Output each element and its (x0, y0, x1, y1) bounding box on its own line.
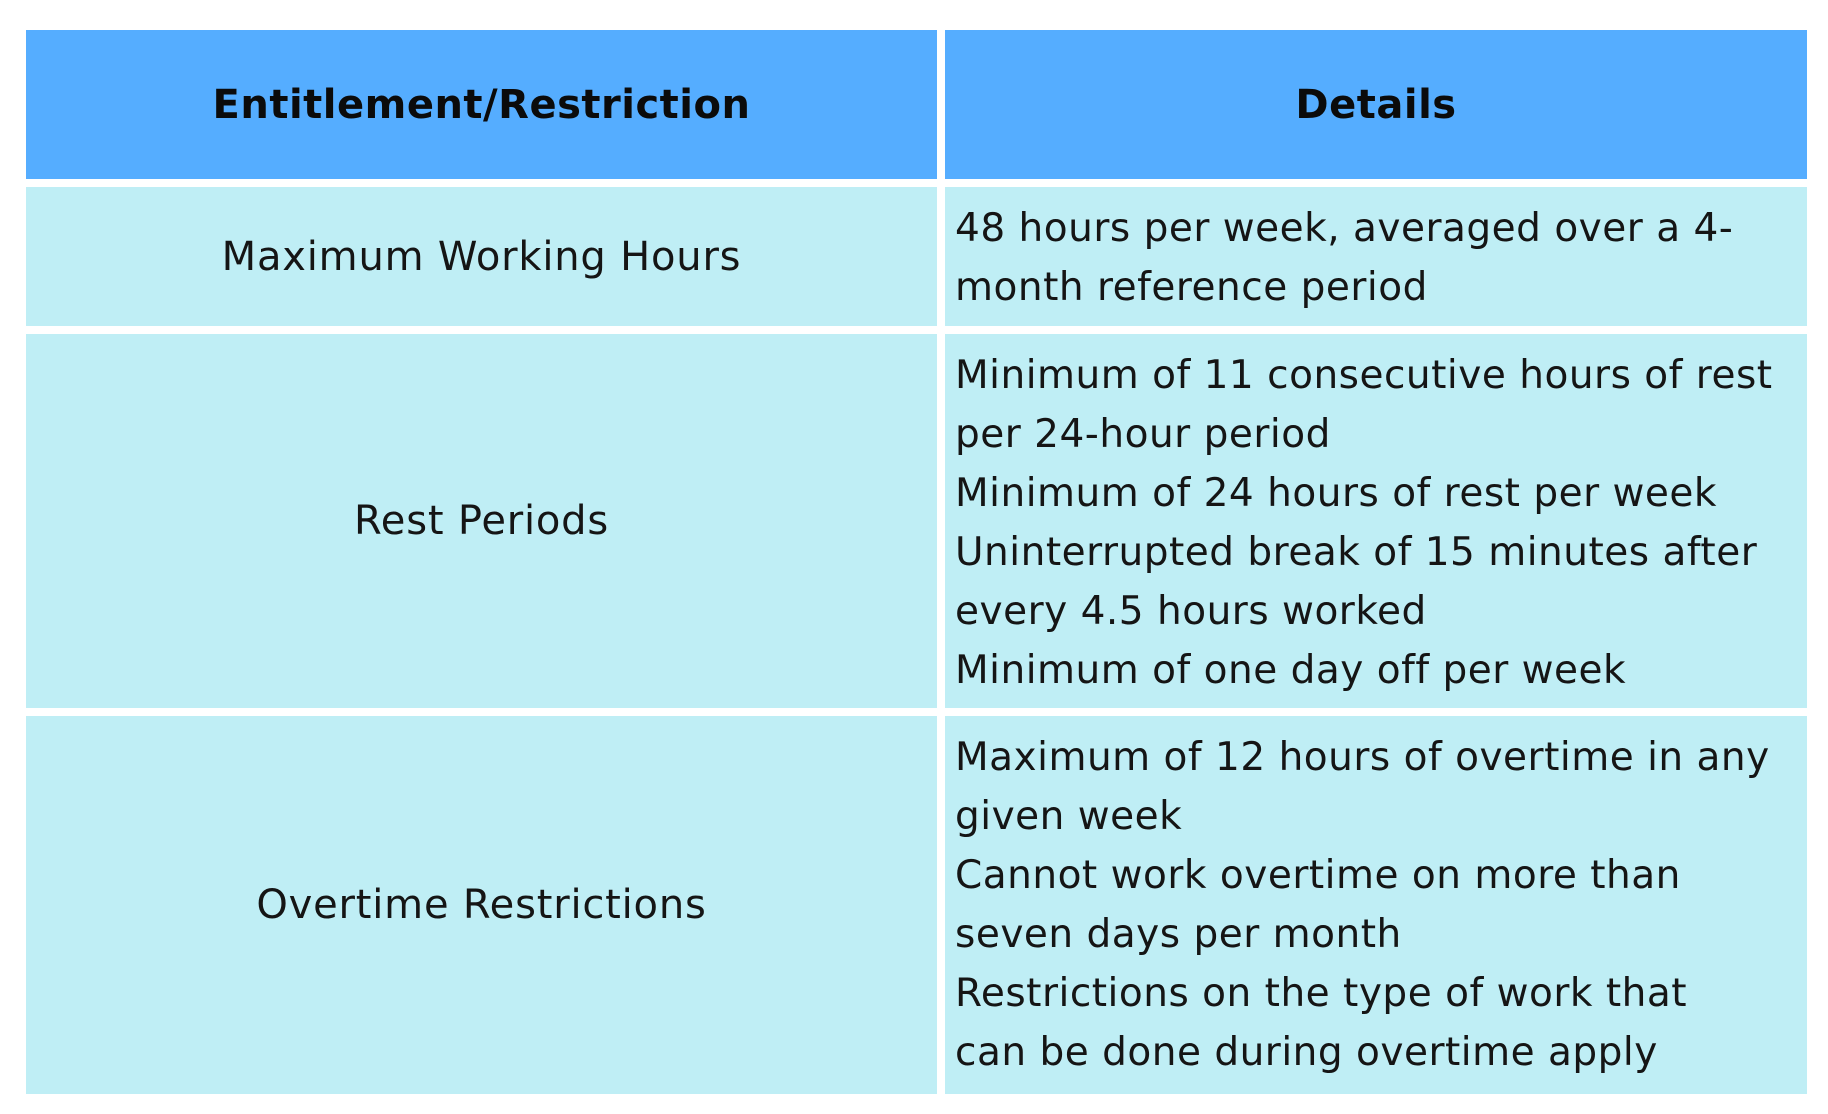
row-label-maximum-working-hours: Maximum Working Hours (26, 187, 937, 326)
detail-line: Maximum of 12 hours of overtime in any (955, 735, 1770, 780)
row-details-maximum-working-hours (945, 187, 1807, 326)
row-label-rest-periods: Rest Periods (26, 334, 937, 708)
detail-line: can be done during overtime apply (955, 1030, 1658, 1075)
row-label-overtime-restrictions: Overtime Restrictions (26, 716, 937, 1094)
row-details-rest-periods (945, 334, 1807, 708)
row-details-overtime-restrictions (945, 716, 1807, 1094)
detail-line: given week (955, 794, 1183, 839)
detail-line: month reference period (955, 265, 1428, 310)
detail-line: per 24-hour period (955, 412, 1331, 457)
detail-line: seven days per month (955, 912, 1402, 957)
detail-line: Uninterrupted break of 15 minutes after (955, 530, 1758, 575)
detail-line: Minimum of 11 consecutive hours of rest (955, 353, 1773, 398)
entitlements-table (26, 30, 1807, 1094)
detail-line: Minimum of one day off per week (955, 648, 1627, 693)
detail-line: 48 hours per week, averaged over a 4- (955, 206, 1734, 251)
header-details: Details (945, 30, 1807, 179)
detail-line: Minimum of 24 hours of rest per week (955, 471, 1718, 516)
detail-line: Cannot work overtime on more than (955, 853, 1681, 898)
detail-line: Restrictions on the type of work that (955, 971, 1688, 1016)
header-entitlement-restriction: Entitlement/Restriction (26, 30, 937, 179)
detail-line: every 4.5 hours worked (955, 589, 1427, 634)
